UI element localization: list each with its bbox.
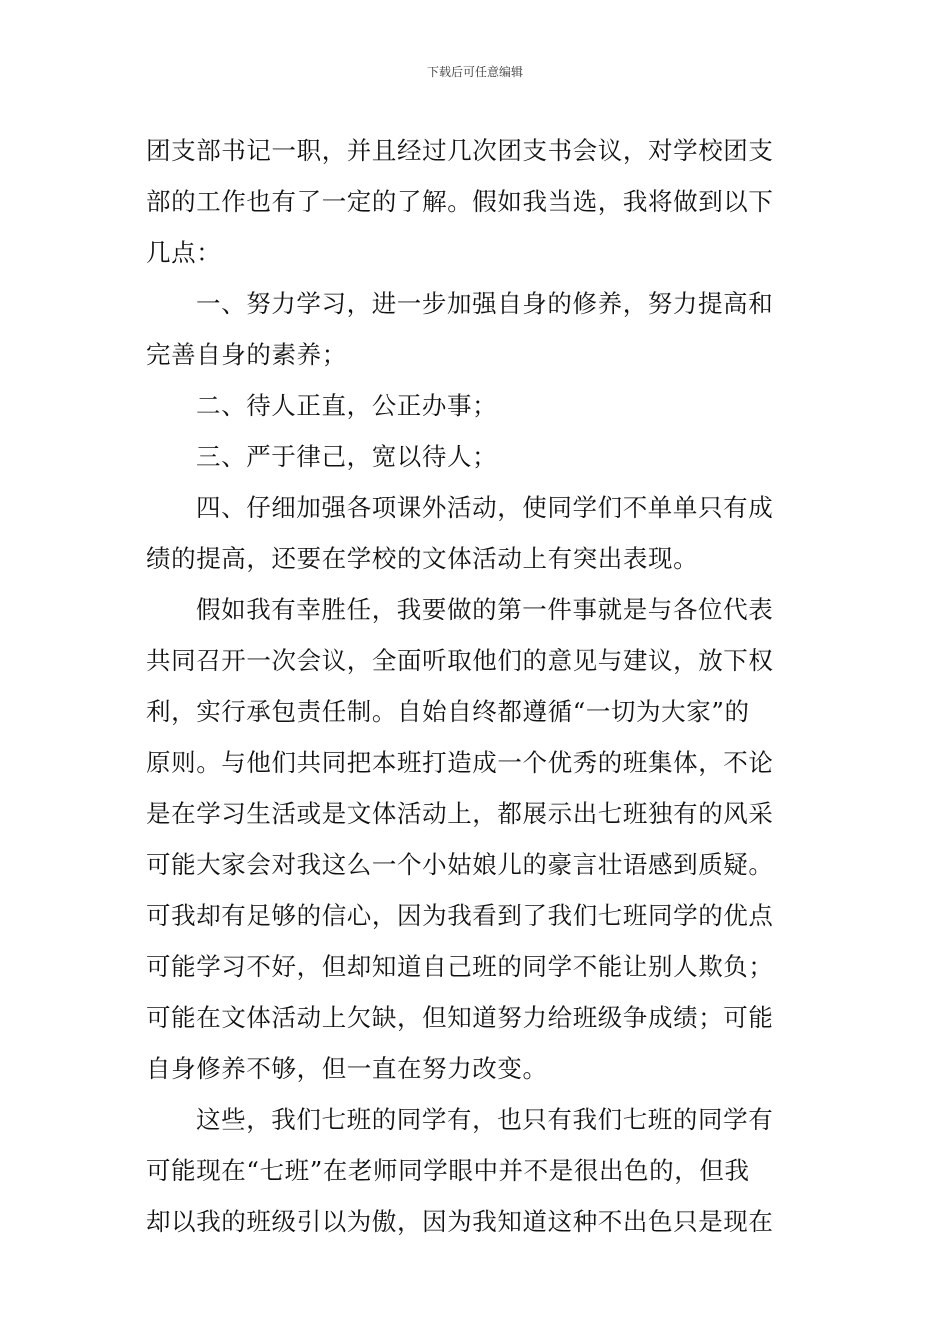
text-line: 假如我有幸胜任，我要做的第一件事就是与各位代表	[196, 595, 774, 624]
text-line: 可能大家会对我这么一个小姑娘儿的豪言壮语感到质疑。	[146, 850, 774, 879]
text-line: 绩的提高，还要在学校的文体活动上有突出表现。	[146, 544, 699, 573]
page-header: 下载后可任意编辑	[426, 65, 523, 79]
text-line: 可能在文体活动上欠缺，但知道努力给班级争成绩；可能	[146, 1003, 774, 1032]
text-line: 这些，我们七班的同学有，也只有我们七班的同学有	[196, 1105, 774, 1134]
document-body	[146, 125, 808, 1247]
text-line: 团支部书记一职，并且经过几次团支书会议，对学校团支	[146, 136, 774, 165]
text-line: 完善自身的素养；	[146, 340, 347, 369]
text-line: 可能现在“七班”在老师同学眼中并不是很出色的，但我	[146, 1156, 750, 1185]
text-line: 可能学习不好，但却知道自己班的同学不能让别人欺负；	[146, 952, 774, 981]
text-line: 是在学习生活或是文体活动上，都展示出七班独有的风采	[146, 799, 774, 828]
text-line: 却以我的班级引以为傲，因为我知道这种不出色只是现在	[146, 1207, 774, 1236]
text-line: 一、努力学习，进一步加强自身的修养，努力提高和	[196, 289, 774, 318]
text-line: 几点：	[146, 238, 222, 267]
text-line: 四、仔细加强各项课外活动，使同学们不单单只有成	[196, 493, 774, 522]
text-line: 部的工作也有了一定的了解。假如我当选，我将做到以下	[146, 187, 774, 216]
text-line: 原则。与他们共同把本班打造成一个优秀的班集体，不论	[146, 748, 774, 777]
text-line: 自身修养不够，但一直在努力改变。	[146, 1054, 548, 1083]
text-line: 二、待人正直，公正办事；	[196, 391, 498, 420]
text-line: 利，实行承包责任制。自始自终都遵循“一切为大家”的	[146, 697, 750, 726]
text-line: 三、严于律己，宽以待人；	[196, 442, 498, 471]
text-line: 共同召开一次会议，全面听取他们的意见与建议，放下权	[146, 646, 774, 675]
text-line: 可我却有足够的信心，因为我看到了我们七班同学的优点	[146, 901, 774, 930]
